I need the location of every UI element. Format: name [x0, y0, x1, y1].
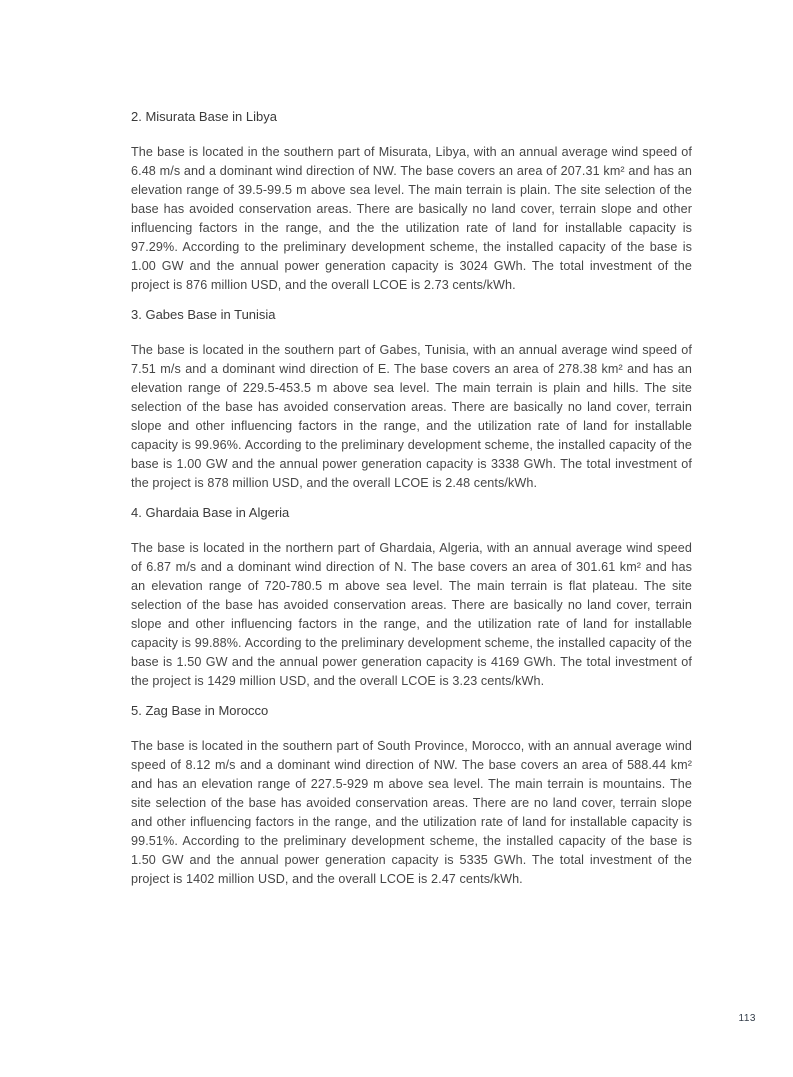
section-ghardaia	[131, 503, 692, 691]
section-paragraph: The base is located in the southern part of Gabes, Tunisia, with an annual average wind speed of 7.51 m/s and a dominant wind direction of E. The base covers an area of 278.38 km² and has an elevation range of 229.5-453.5 m above sea level. The main terrain is plain and hills. The site selection of the base has avoided conservation areas. There are basically no land cover, terrain slope and other influencing factors in the range, and the utilization rate of land for installable capacity is 99.96%. According to the preliminary development scheme, the installed capacity of the base is 1.00 GW and the annual power generation capacity is 3338 GWh. The total investment of the project is 878 million USD, and the overall LCOE is 2.48 cents/kWh.	[131, 343, 692, 490]
section-paragraph: The base is located in the northern part of Ghardaia, Algeria, with an annual average wind speed of 6.87 m/s and a dominant wind direction of N. The base covers an area of 301.61 km² and has an elevation range of 720-780.5 m above sea level. The main terrain is flat plateau. The site selection of the base has avoided conservation areas. There are basically no land cover, terrain slope and other influencing factors in the range, and the utilization rate of land for installable capacity is 99.88%. According to the preliminary development scheme, the installed capacity of the base is 1.50 GW and the annual power generation capacity is 4169 GWh. The total investment of the project is 1429 million USD, and the overall LCOE is 3.23 cents/kWh.	[131, 541, 692, 688]
page-number: 113	[738, 1013, 756, 1024]
page-content	[131, 107, 692, 899]
section-heading: 5. Zag Base in Morocco	[131, 703, 269, 718]
section-paragraph: The base is located in the southern part of South Province, Morocco, with an annual average wind speed of 8.12 m/s and a dominant wind direction of NW. The base covers an area of 588.44 km² and has an elevation range of 227.5-929 m above sea level. The main terrain is mountains. The site selection of the base has avoided conservation areas. There are no land cover, terrain slope and other influencing factors in the range, and the utilization rate of land for installable capacity is 99.51%. According to the preliminary development scheme, the installed capacity of the base is 1.50 GW and the annual power generation capacity is 5335 GWh. The total investment of the project is 1402 million USD, and the overall LCOE is 2.47 cents/kWh.	[131, 739, 692, 886]
section-gabes	[131, 305, 692, 493]
section-heading: 3. Gabes Base in Tunisia	[131, 307, 276, 322]
section-zag	[131, 701, 692, 889]
section-paragraph: The base is located in the southern part of Misurata, Libya, with an annual average wind speed of 6.48 m/s and a dominant wind direction of NW. The base covers an area of 207.31 km² and has an elevation range of 39.5-99.5 m above sea level. The main terrain is plain. The site selection of the base has avoided conservation areas. There are basically no land cover, terrain slope and other influencing factors in the range, and the the utilization rate of land for installable capacity is 97.29%. According to the preliminary development scheme, the installed capacity of the base is 1.00 GW and the annual power generation capacity is 3024 GWh. The total investment of the project is 876 million USD, and the overall LCOE is 2.73 cents/kWh.	[131, 145, 692, 292]
section-misurata	[131, 107, 692, 295]
section-heading: 2. Misurata Base in Libya	[131, 109, 277, 124]
section-heading: 4. Ghardaia Base in Algeria	[131, 505, 290, 520]
